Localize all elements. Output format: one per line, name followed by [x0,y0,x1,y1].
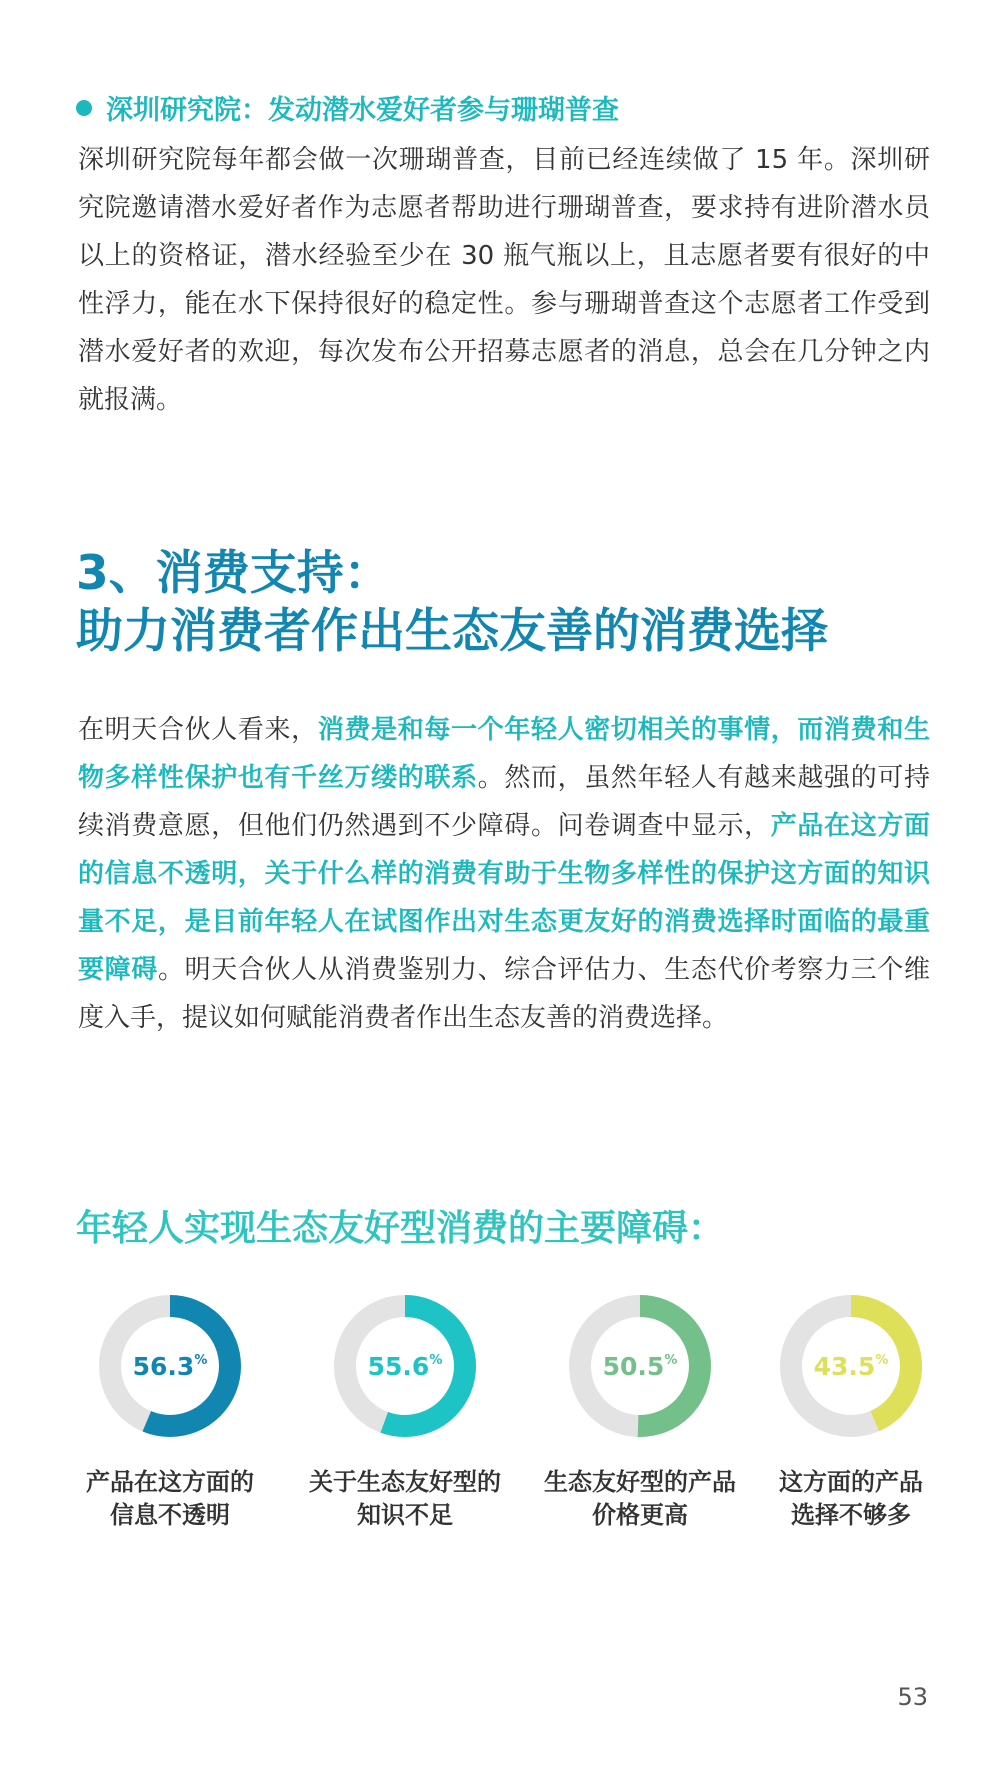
donut-category-label-line2: 价格更高 [592,1501,688,1529]
donut-category-label-line1: 关于生态友好型的 [309,1468,501,1496]
donut-category-label [70,1466,270,1532]
donut-item [751,1286,951,1532]
subsection-body: 深圳研究院每年都会做一次珊瑚普查，目前已经连续做了 15 年。深圳研究院邀请潜水爱好者作为志愿者帮助进行珊瑚普查，要求持有进阶潜水员以上的资格证，潜水经验至少在 30 瓶气瓶以上，且志愿者要有很好的中性浮力，能在水下保持很好的稳定性。参与珊瑚普查这个志愿者工作受到潜水爱好者的欢迎，每次发布公开招募志愿者的消息，总会在几分钟之内就报满。 [78,145,930,415]
section-body-text-2: 。然而，虽然年轻人有越来越强的可持续消费意愿，但他们仍然遇到不少障碍。问卷调查中显示， [78,763,930,841]
section-body-highlight-2: 产品在这方面的信息不透明，关于什么样的消费有助于生物多样性的保护这方面的知识量不足，是目前年轻人在试图作出对生态更友好的消费选择时面临的最重要障碍 [78,811,930,985]
donut-category-label-line1: 这方面的产品 [779,1468,923,1496]
donut-ring [560,1286,720,1446]
donut-item [70,1286,270,1532]
donut-category-label-line1: 产品在这方面的 [86,1468,254,1496]
donut-value-label: 43.5% [813,1352,889,1381]
donut-value-label: 55.6% [367,1352,443,1381]
chart-title: 年轻人实现生态友好型消费的主要障碍： [76,1208,725,1249]
section-title-line2: 助力消费者作出生态友善的消费选择 [76,604,828,659]
donut-ring [90,1286,250,1446]
donut-item [305,1286,505,1532]
section-title [76,545,828,661]
donut-category-label-line2: 知识不足 [357,1501,453,1529]
donut-category-label-line2: 信息不透明 [110,1501,230,1529]
section-body-highlight-1: 消费是和每一个年轻人密切相关的事情，而消费和生物多样性保护也有千丝万缕的联系 [78,715,930,793]
donut-ring [325,1286,485,1446]
section-body-text-1: 在明天合伙人看来， [78,715,318,745]
bullet-dot-icon [76,100,92,116]
donut-value-label: 56.3% [132,1352,208,1381]
section-body [78,706,930,1042]
donut-category-label [305,1466,505,1532]
donut-value-label: 50.5% [602,1352,678,1381]
donut-chart-row [0,1286,1000,1529]
page-number: 53 [897,1683,928,1711]
donut-category-label-line1: 生态友好型的产品 [544,1468,736,1496]
donut-ring [771,1286,931,1446]
donut-item [540,1286,740,1532]
section-body-text-3: 。明天合伙人从消费鉴别力、综合评估力、生态代价考察力三个维度入手，提议如何赋能消费者作出生态友善的消费选择。 [78,955,930,1033]
donut-category-label-line2: 选择不够多 [791,1501,911,1529]
subsection-heading [76,88,619,127]
donut-category-label [540,1466,740,1532]
donut-category-label [751,1466,951,1532]
subsection-heading-text: 深圳研究院：发动潜水爱好者参与珊瑚普查 [106,95,619,126]
section-title-line1: 3、消费支持： [76,546,391,601]
